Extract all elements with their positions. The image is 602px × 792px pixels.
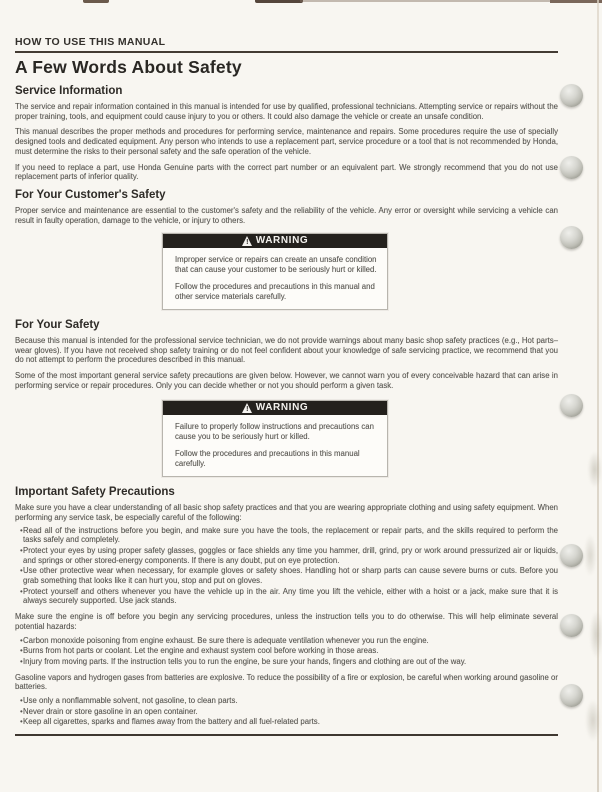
list-item [15,636,558,646]
binder-rivet [560,84,583,107]
binder-rivet [560,684,583,707]
warning-label: WARNING [255,402,309,414]
paragraph: Because this manual is intended for the professional service technician, we do not provide warnings about many basic shop safety practices (e.g., Hot parts–wear gloves). If you have not received shop safety training or do not feel confident about your knowledge of safe servicing practice, we recommend that you do not attempt to perform the procedures described in this manual. [15,335,558,365]
precautions-list-gasoline [15,696,558,727]
paragraph: Proper service and maintenance are essential to the customer's safety and the reliability of the vehicle. Any error or oversight while servicing a vehicle can result in faulty operation, damage to the vehicle, or injury to others. [15,205,558,225]
paragraph: If you need to replace a part, use Honda Genuine parts with the correct part number or an equivalent part. We strongly recommend that you do not use replacement parts of inferior quality. [15,162,558,182]
section-heading-customer-safety: For Your Customer's Safety [15,188,166,201]
bullet-text: Burns from hot parts or coolant. Let the engine and exhaust system cool before working in those areas. [23,646,379,656]
bullet-text: Use only a nonflammable solvent, not gasoline, to clean parts. [23,696,238,706]
paragraph: Make sure the engine is off before you begin any servicing procedures, unless the instruction tells you to do otherwise. This will help eliminate several potential hazards: [15,612,558,631]
precautions-list-engine [15,636,558,667]
precautions-list-general [15,526,558,607]
warning-triangle-icon [242,403,253,413]
bullet-icon: • [20,586,23,596]
binder-rivet [560,394,583,417]
warning-triangle-icon [242,236,253,246]
bullet-icon: • [20,635,23,645]
paragraph: Make sure you have a clear understanding of all basic shop safety practices and that you are wearing appropriate clothing and using safety equipment. When performing any service task, be especially careful of the following: [15,503,558,522]
bullet-icon: • [20,706,23,716]
bullet-text: Keep all cigarettes, sparks and flames away from the battery and all fuel-related parts. [23,717,320,727]
list-item [15,696,558,706]
section-heading-service-information: Service Information [15,85,123,97]
bullet-text: Protect your eyes by using proper safety glasses, goggles or face shields any time you hammer, drill, grind, pry or work around pressurized air or liquids, and springs or other stored-energy components. If there is any doubt, put on eye protection. [23,545,558,565]
scan-edge-artifact [83,0,109,3]
scan-smudge-texture [584,430,602,760]
bullet-icon: • [20,566,23,576]
bullet-icon: • [20,717,23,727]
warning-box-customer [162,233,388,310]
bullet-text: Protect yourself and others whenever you have the vehicle up in the air. Any time you lift the vehicle, either with a hoist or a jack, make sure that it is always securely supported. Use jack stands. [23,586,558,606]
warning-body [163,415,387,476]
list-item [15,566,558,585]
list-item [15,587,558,606]
section-heading-your-safety: For Your Safety [15,318,100,331]
scan-edge-artifact [255,0,303,3]
warning-text: Failure to properly follow instructions and precautions can cause you to be seriously hurt or killed. [175,422,374,441]
scan-edge-artifact [550,0,602,3]
bullet-icon: • [20,646,23,656]
binder-rivet [560,156,583,179]
bullet-text: Use other protective wear when necessary, for example gloves or safety shoes. Handling hot or sharp parts can cause severe burns or cuts. Before you grab something that looks like it can hurt you, stop and put on gloves. [23,566,558,586]
binder-rivet [560,614,583,637]
list-item [15,717,558,727]
list-item [15,546,558,565]
warning-exclamation: ! [246,238,249,246]
paragraph: This manual describes the proper methods and procedures for performing service, maintenance and repairs. Some procedures require the use of specially designed tools and dedicated equipment. Any person who intends to use a replacement part, service procedure or a tool that is not recommended by Honda, must determine the risks to their personal safety and the safe operation of the vehicle. [15,127,558,156]
paragraph: Gasoline vapors and hydrogen gases from batteries are explosive. To reduce the possibility of a fire or explosion, be careful when working around gasoline or batteries. [15,672,558,692]
bullet-icon: • [20,525,23,535]
list-item [15,646,558,656]
binder-rivet [560,544,583,567]
list-item [15,707,558,717]
bullet-text: Never drain or store gasoline in an open container. [23,706,198,716]
warning-body [163,248,387,309]
bullet-text: Read all of the instructions before you begin, and make sure you have the tools, the replacement or repair parts, and the skills required to perform the tasks safely and completely. [23,525,558,545]
page-title: A Few Words About Safety [15,57,242,77]
list-item [15,526,558,545]
warning-box-your-safety [162,400,388,477]
bullet-icon: • [20,656,23,666]
warning-exclamation: ! [246,405,249,413]
section-heading-important-precautions: Important Safety Precautions [15,486,175,499]
bullet-text: Carbon monoxide poisoning from engine exhaust. Be sure there is adequate ventilation whenever you run the engine. [23,635,429,645]
bullet-icon: • [20,545,23,555]
paragraph: Some of the most important general service safety precautions are given below. However, we cannot warn you of every conceivable hazard that can arise in performing service or repair procedures. Only you can decide whether or not you should perform a given task. [15,371,558,390]
chapter-header: HOW TO USE THIS MANUAL [15,36,166,48]
binder-rivet [560,226,583,249]
warning-text: Follow the procedures and precautions in this manual and other service materials carefully. [175,282,375,301]
warning-text: Follow the procedures and precautions in this manual carefully. [175,449,360,468]
warning-header [163,401,387,415]
warning-header [163,234,387,248]
header-rule [15,51,558,53]
footer-rule [15,734,558,736]
bullet-icon: • [20,696,23,706]
list-item [15,657,558,667]
warning-text: Improper service or repairs can create an unsafe condition that can cause your customer to be seriously hurt or killed. [175,255,377,274]
warning-label: WARNING [255,235,309,247]
bullet-text: Injury from moving parts. If the instruction tells you to run the engine, be sure your hands, fingers and clothing are out of the way. [23,656,467,666]
page-content [15,36,558,736]
paragraph: The service and repair information contained in this manual is intended for use by qualified, professional technicians. Attempting service or repairs without the proper training, tools, and equipment could cause injury to you or others. It could also damage the vehicle or create an unsafe condition. [15,102,558,121]
